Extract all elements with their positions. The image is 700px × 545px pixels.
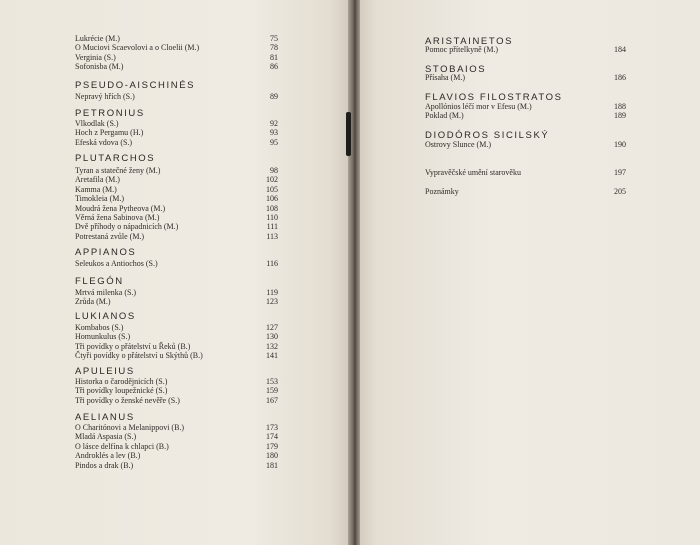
toc-entry-page: 89 xyxy=(270,92,278,101)
toc-entry-title: O lásce delfína k chlapci (B.) xyxy=(75,441,169,451)
toc-entry-page: 95 xyxy=(270,137,278,147)
book-gutter xyxy=(348,0,360,545)
toc-entry-title: Androklés a lev (B.) xyxy=(75,451,141,461)
toc-entry-title: Vlkodlak (S.) xyxy=(75,119,119,128)
toc-entry-title: Timokleia (M.) xyxy=(75,194,125,204)
toc-entry-page: 181 xyxy=(266,460,278,470)
section-heading: FLEGÓN xyxy=(75,276,124,287)
section-heading: APPIANOS xyxy=(75,247,137,258)
section-heading: STOBAIOS xyxy=(425,64,487,75)
toc-entry-page: 173 xyxy=(266,423,278,432)
toc-entry-page: 179 xyxy=(266,441,278,451)
toc-entry-page: 111 xyxy=(266,222,278,232)
toc-entry-page: 127 xyxy=(266,323,278,332)
toc-entry-title: Kamma (M.) xyxy=(75,184,117,194)
toc-entry-title: Hoch z Pergamu (H.) xyxy=(75,128,144,138)
toc-entry-title: Dvě příhody o nápadnicích (M.) xyxy=(75,222,179,232)
toc-entry-page: 119 xyxy=(266,288,278,297)
toc-entry-page: 105 xyxy=(266,184,278,194)
toc-entry-page: 92 xyxy=(270,119,278,128)
toc-entry-page: 197 xyxy=(614,168,626,177)
toc-entry-page: 189 xyxy=(614,111,626,121)
toc-entry-page: 106 xyxy=(266,194,278,204)
right-page xyxy=(356,0,700,545)
section-heading: FLAVIOS FILOSTRATOS xyxy=(425,92,563,103)
toc-entry-page: 159 xyxy=(266,386,278,396)
toc-entry-title: Historka o čarodějnicích (S.) xyxy=(75,377,168,386)
toc-entry-title: Čtyři povídky o přátelství u Skýthů (B.) xyxy=(75,351,203,361)
section-heading: PLUTARCHOS xyxy=(75,153,156,164)
toc-entry-page: 186 xyxy=(614,73,626,82)
toc-entry-title: Apollónios léčí mor v Efesu (M.) xyxy=(425,102,532,111)
toc-entry-title: Vypravěčské umění starověku xyxy=(425,168,521,177)
toc-entry-title: Homunkulus (S.) xyxy=(75,332,131,342)
toc-entry-title: Aretafila (M.) xyxy=(75,175,120,185)
toc-entry-title: Pindos a drak (B.) xyxy=(75,460,134,470)
toc-entry-title: Tři povídky loupežnické (S.) xyxy=(75,386,168,396)
toc-entry-title: Tyran a statečné ženy (M.) xyxy=(75,166,161,175)
toc-entry-title: Zrůda (M.) xyxy=(75,297,111,307)
toc-entry-page: 75 xyxy=(270,34,278,43)
toc-entry-title: O Charitónovi a Melanippovi (B.) xyxy=(75,423,185,432)
toc-entry-title: Lukrécie (M.) xyxy=(75,34,120,43)
toc-entry-title: Sofonisba (M.) xyxy=(75,62,124,72)
toc-entry-title: Tři povídky o ženské nevěře (S.) xyxy=(75,395,180,405)
toc-entry-title: Pomoc přítelkyně (M.) xyxy=(425,45,499,54)
section-heading: ARISTAINETOS xyxy=(425,36,514,47)
toc-entry-title: Tři povídky o přátelství u Řeků (B.) xyxy=(75,341,191,351)
toc-entry-page: 130 xyxy=(266,332,278,342)
toc-entry-title: Mrtvá milenka (S.) xyxy=(75,288,137,297)
toc-entry-page: 110 xyxy=(266,213,278,222)
section-heading: AELIANUS xyxy=(75,412,135,423)
section-heading: APULEIUS xyxy=(75,366,135,377)
toc-entry-page: 205 xyxy=(614,187,626,196)
toc-entry-title: Verginia (S.) xyxy=(75,52,116,62)
toc-entry-title: Moudrá žena Pytheova (M.) xyxy=(75,203,166,213)
toc-entry-title: Ostrovy Slunce (M.) xyxy=(425,140,491,149)
toc-entry-title: Věrná žena Sabinova (M.) xyxy=(75,213,160,222)
toc-entry-page: 184 xyxy=(614,45,626,54)
toc-entry-title: Seleukos a Antiochos (S.) xyxy=(75,259,158,268)
toc-entry-page: 167 xyxy=(266,395,278,405)
toc-entry-page: 141 xyxy=(266,351,278,361)
toc-entry-title: Přísaha (M.) xyxy=(425,73,465,82)
section-heading: DIODÓROS SICILSKÝ xyxy=(425,130,550,141)
toc-entry-title: Potrestaná zvůle (M.) xyxy=(75,231,145,241)
toc-entry-title: O Muciovi Scaevolovi a o Cloelii (M.) xyxy=(75,43,200,53)
toc-entry-page: 123 xyxy=(266,297,278,307)
toc-entry-page: 108 xyxy=(266,203,278,213)
toc-entry-page: 93 xyxy=(270,128,278,138)
toc-entry-page: 116 xyxy=(266,259,278,268)
toc-entry-page: 102 xyxy=(266,175,278,185)
toc-entry-title: Efeská vdova (S.) xyxy=(75,137,133,147)
toc-entry-page: 153 xyxy=(266,377,278,386)
toc-entry-title: Kombabos (S.) xyxy=(75,323,124,332)
toc-entry-title: Poznámky xyxy=(425,187,459,196)
toc-entry-page: 113 xyxy=(266,231,278,241)
toc-entry-title: Mladá Aspasia (S.) xyxy=(75,432,137,442)
toc-entry-page: 98 xyxy=(270,166,278,175)
toc-entry-page: 132 xyxy=(266,341,278,351)
section-heading: PSEUDO-AISCHINÉS xyxy=(75,80,196,91)
toc-entry-title: Poklad (M.) xyxy=(425,111,464,121)
binding-clip xyxy=(346,112,351,156)
toc-entry-page: 180 xyxy=(266,451,278,461)
section-heading: PETRONIUS xyxy=(75,108,145,119)
toc-entry-page: 81 xyxy=(270,52,278,62)
toc-entry-page: 78 xyxy=(270,43,278,53)
toc-entry-page: 174 xyxy=(266,432,278,442)
toc-entry-page: 188 xyxy=(614,102,626,111)
toc-entry-page: 190 xyxy=(614,140,626,149)
toc-entry-page: 86 xyxy=(270,62,278,72)
toc-entry-title: Nepravý hřích (S.) xyxy=(75,92,135,101)
section-heading: LUKIANOS xyxy=(75,311,136,322)
